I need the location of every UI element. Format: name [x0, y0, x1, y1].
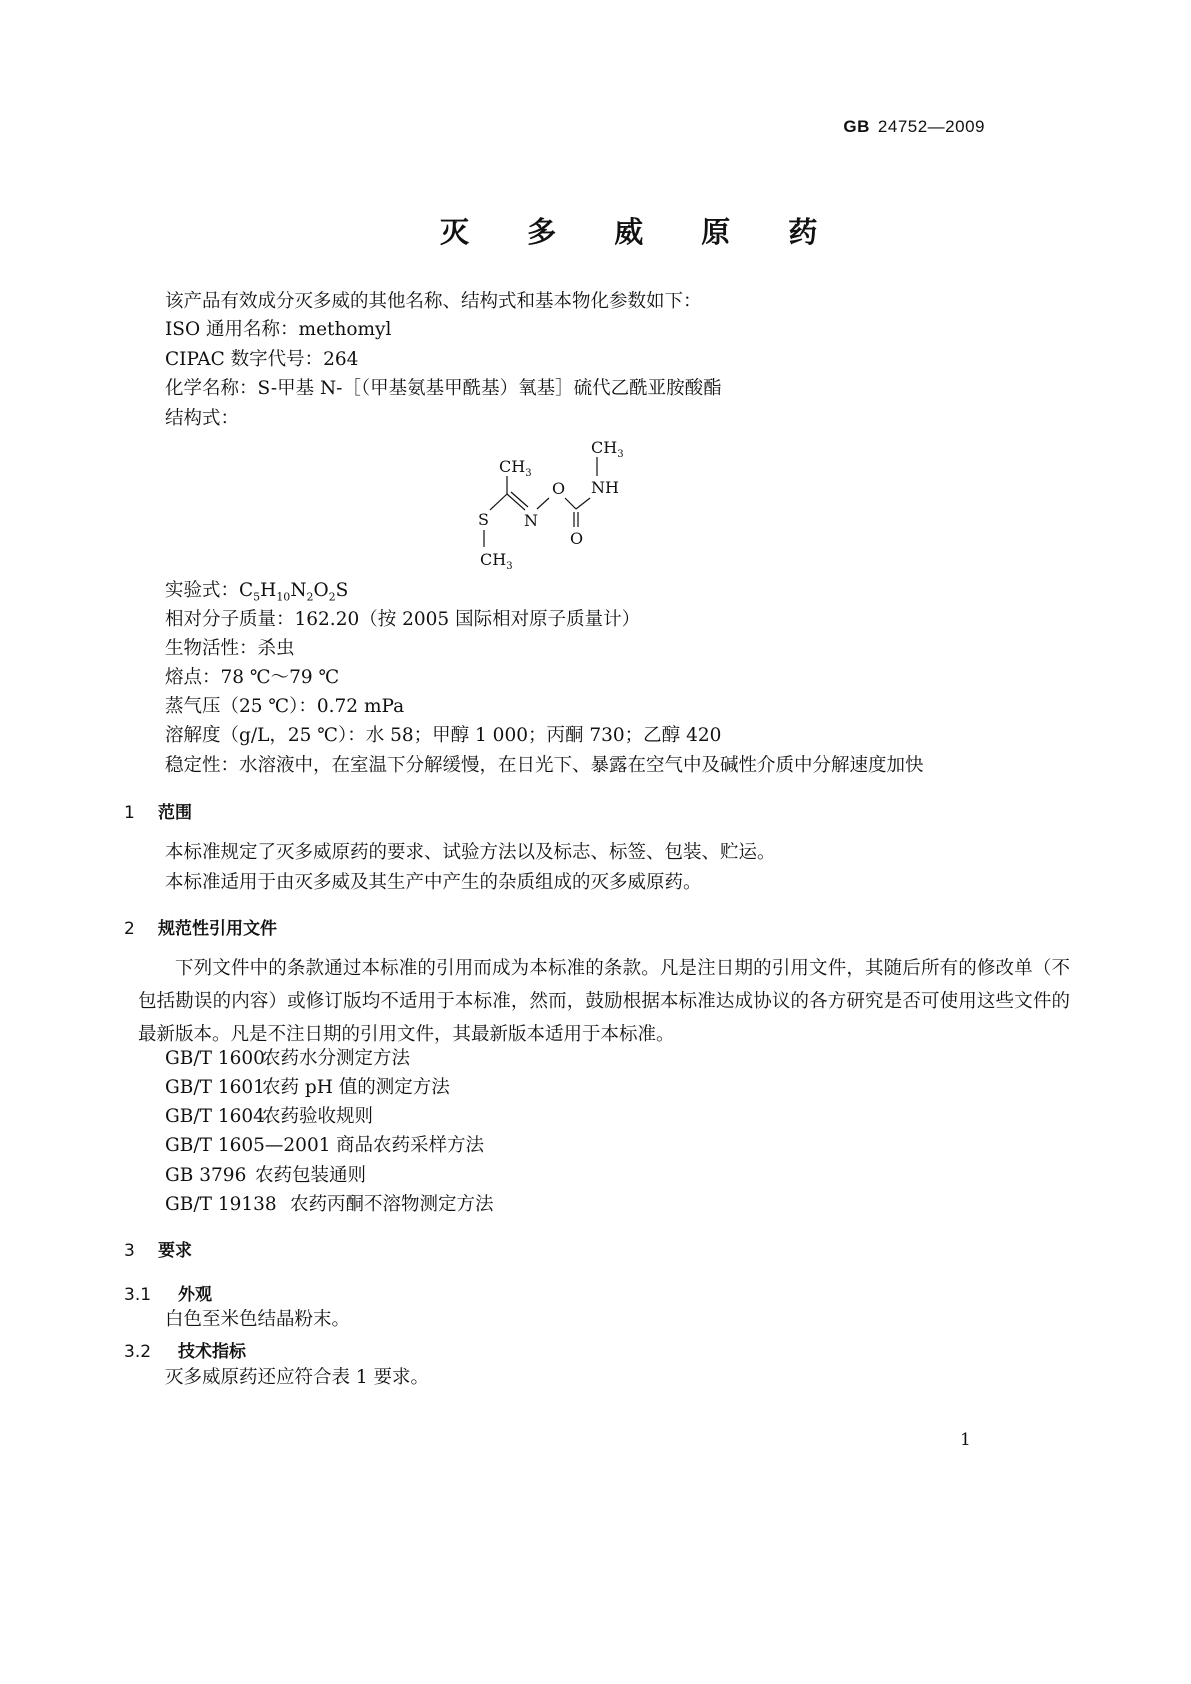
atom-ch3-bottom: $CH_3$: [480, 550, 513, 572]
formula-value: $C_5H_{10}N_2O_2S$: [239, 580, 349, 604]
section-2-paragraph: 下列文件中的条款通过本标准的引用而成为本标准的条款。凡是注日期的引用文件，其随后所有的修改单（不包括勘误的内容）或修订版均不适用于本标准，然而，鼓励根据本标准达成协议的各方研究是否可使用这些文件的最新版本。凡是不注日期的引用文件，其最新版本适用于本标准。: [138, 958, 1070, 1045]
iso-common-name: ISO 通用名称：methomyl: [165, 319, 392, 340]
atom-ch3-top-right: $CH_3$: [591, 438, 624, 460]
standard-prefix: GB: [843, 117, 870, 136]
section-1-paragraph-1: 本标准规定了灭多威原药的要求、试验方法以及标志、标签、包装、贮运。: [165, 842, 776, 863]
page-number: 1: [960, 1430, 971, 1450]
chemical-name: 化学名称：S-甲基 N-［（甲基氨基甲酰基）氧基］硫代乙酰亚胺酸酯: [165, 378, 722, 399]
solubility: 溶解度（g/L，25 ℃）：水 58；甲醇 1 000；丙酮 730；乙醇 420: [165, 725, 722, 746]
section-3-2-heading: [124, 1337, 246, 1362]
formula-label: 实验式：: [165, 580, 240, 601]
section-1-heading: [124, 798, 192, 823]
section-3-1-number: 3.1: [124, 1285, 152, 1305]
intro-lead: 该产品有效成分灭多威的其他名称、结构式和基本物化参数如下：: [165, 291, 702, 312]
bond-n-o: [537, 498, 549, 509]
reference-item: [165, 1130, 484, 1162]
cipac-code: CIPAC 数字代号：264: [165, 349, 359, 370]
reference-code: GB/T 19138: [165, 1194, 277, 1215]
section-3-2-number: 3.2: [124, 1342, 152, 1362]
section-1-paragraph-2: 本标准适用于由灭多威及其生产中产生的杂质组成的灭多威原药。: [165, 872, 702, 893]
reference-name: 农药 pH 值的测定方法: [262, 1077, 450, 1098]
melting-point: 熔点：78 ℃～79 ℃: [165, 667, 340, 688]
reference-code: GB/T 1605—2001: [165, 1135, 331, 1156]
biological-activity: 生物活性：杀虫: [165, 638, 295, 659]
atom-ch3-top-left: $CH_3$: [499, 457, 532, 479]
reference-item: [165, 1160, 366, 1192]
reference-item: [165, 1072, 450, 1104]
section-3-heading: [124, 1236, 192, 1261]
bond-o-c: [565, 498, 576, 509]
structural-formula-diagram: [470, 432, 640, 572]
atom-sulfur: S: [478, 510, 489, 529]
document-title: 灭 多 威 原 药: [440, 215, 842, 249]
section-2-title: 规范性引用文件: [158, 919, 277, 939]
reference-code: GB/T 1600: [165, 1048, 265, 1069]
reference-name: 农药丙酮不溶物测定方法: [290, 1194, 494, 1215]
stability: 稳定性：水溶液中，在室温下分解缓慢，在日光下、暴露在空气中及碱性介质中分解速度加快: [165, 755, 924, 776]
reference-code: GB 3796: [165, 1165, 247, 1186]
section-2-number: 2: [124, 919, 135, 939]
reference-code: GB/T 1601: [165, 1077, 265, 1098]
section-1-number: 1: [124, 803, 135, 823]
atom-oxygen-carbonyl: O: [570, 529, 584, 548]
reference-item: [165, 1043, 410, 1075]
molecular-mass: 相对分子质量：162.20（按 2005 国际相对原子质量计）: [165, 609, 641, 630]
reference-name: 商品农药采样方法: [336, 1135, 485, 1156]
section-3-2-title: 技术指标: [178, 1342, 246, 1362]
section-3-title: 要求: [158, 1241, 192, 1261]
section-3-1-heading: [124, 1280, 212, 1305]
bond-c-s: [490, 494, 507, 510]
structure-label: 结构式：: [165, 408, 240, 429]
standard-code: 24752—2009: [877, 117, 985, 136]
reference-name: 农药验收规则: [262, 1106, 374, 1127]
atom-nitrogen: N: [524, 511, 538, 530]
reference-item: [165, 1101, 373, 1133]
section-2-heading: [124, 914, 277, 939]
atom-nh: NH: [591, 478, 619, 497]
standard-number-header: [843, 117, 985, 137]
reference-name: 农药水分测定方法: [262, 1048, 411, 1069]
section-3-1-title: 外观: [178, 1285, 212, 1305]
section-3-number: 3: [124, 1241, 135, 1261]
section-3-1-text: 白色至米色结晶粉末。: [165, 1309, 351, 1330]
atom-oxygen-ester: O: [552, 479, 566, 498]
reference-item: [165, 1189, 494, 1221]
section-1-title: 范围: [158, 803, 192, 823]
reference-code: GB/T 1604: [165, 1106, 265, 1127]
bond-c-nh: [576, 498, 590, 509]
section-3-2-text: 灭多威原药还应符合表 1 要求。: [165, 1367, 430, 1388]
reference-name: 农药包装通则: [255, 1165, 367, 1186]
vapor-pressure: 蒸气压（25 ℃）：0.72 mPa: [165, 696, 405, 717]
